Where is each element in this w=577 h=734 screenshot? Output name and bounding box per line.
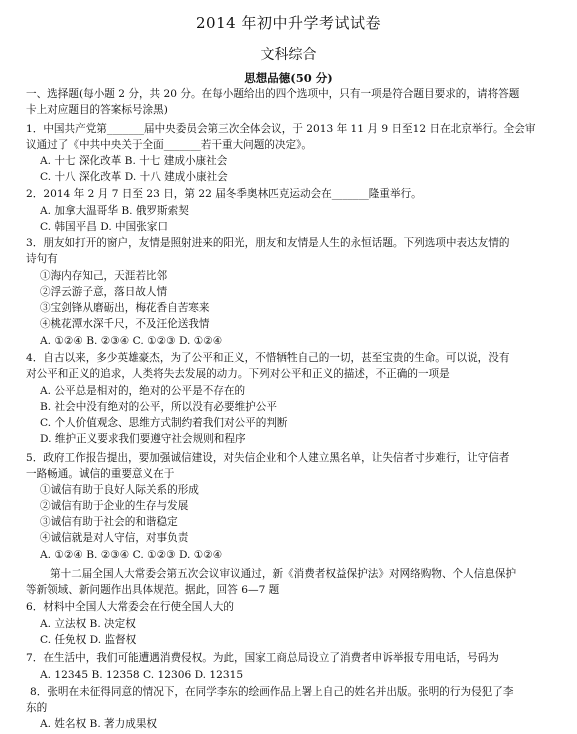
statement-item: ①海内存知己，天涯若比邻 (40, 270, 168, 282)
answer-options: A. 加拿大温哥华 B. 俄罗斯索契 (40, 205, 189, 217)
answer-options: A. ①②④ B. ②③④ C. ①②③ D. ①②④ (40, 335, 223, 347)
statement-item: ④桃花潭水深千尺，不及汪伦送我情 (40, 318, 210, 330)
question-text: 2．2014 年 2 月 7 日至 23 日，第 22 届冬季奥林匹克运动会在_______隆重举行。 (26, 188, 422, 200)
question-text: 7．在生活中，我们可能遭遇消费侵权。为此，国家工商总局设立了消费者申诉举报专用电话，号码为 (26, 652, 499, 664)
question-text: 5．政府工作报告提出，要加强诚信建设，对失信企业和个人建立黑名单，让失信者寸步难行，让守信者 (26, 452, 510, 464)
answer-options: A. 12345 B. 12358 C. 12306 D. 12315 (40, 669, 244, 681)
answer-options: C. 韩国平昌 D. 中国张家口 (40, 221, 169, 233)
statement-item: ②浮云游子意，落日故人情 (40, 286, 168, 298)
answer-options: C. 十八 深化改革 D. 十八 建成小康社会 (40, 171, 228, 183)
answer-option: C. 个人价值观念、思维方式制约着我们对公平的判断 (40, 417, 288, 429)
question-text: 一路畅通。诚信的重要意义在于 (26, 468, 175, 480)
question-text: 1．中国共产党第_______届中央委员会第三次全体会议，于 2013 年 11 月 9 日至12 日在北京举行。全会审 (26, 123, 536, 135)
question-text: 6．材料中全国人大常委会在行使全国人大的 (26, 601, 235, 613)
answer-options: A. 姓名权 B. 著力成果权 (40, 718, 158, 730)
text-line: 一、选择题(每小题 2 分，共 20 分。在每小题给出的四个选项中，只有一项是符合题目要求的，请将答题 (26, 88, 520, 100)
question-text: 对公平和正义的追求，人类将失去发展的动力。下列对公平和正义的描述，不正确的一项是 (26, 368, 450, 380)
material-text: 等新领域、新问题作出具体规范。据此，回答 6—7 题 (26, 584, 280, 596)
material-text: 第十二届全国人大常委会第五次会议审议通过，新《消费者权益保护法》对网络购物、个人信息保护 (50, 568, 517, 580)
answer-option: B. 社会中没有绝对的公平，所以没有必要维护公平 (40, 401, 277, 413)
question-text: 4．自古以来，多少英雄豪杰，为了公平和正义，不惜牺牲自己的一切，甚至宝贵的生命。可以说，没有 (26, 352, 510, 364)
answer-options: A. ①②④ B. ②③④ C. ①②③ D. ①②④ (40, 549, 223, 561)
statement-item: ④诚信就是对人守信，对事负责 (40, 532, 189, 544)
section-heading: 思想品德(50 分) (244, 71, 333, 85)
question-text: 3．朋友如打开的窗户，友情是照射进来的阳光，朋友和友情是人生的永恒话题。下列选项中表达友情的 (26, 237, 510, 249)
answer-options: C. 任免权 D. 监督权 (40, 634, 137, 646)
answer-option: A. 公平总是相对的，绝对的公平是不存在的 (40, 385, 246, 397)
question-text: 议通过了《中共中央关于全面_______若干重大问题的决定》。 (26, 139, 313, 151)
statement-item: ①诚信有助于良好人际关系的形成 (40, 484, 199, 496)
answer-options: A. 十七 深化改革 B. 十七 建成小康社会 (40, 155, 228, 167)
statement-item: ③宝剑锋从磨砺出，梅花香自苦寒来 (40, 302, 210, 314)
answer-option: D. 维护正义要求我们要遵守社会规则和程序 (40, 433, 246, 445)
question-text: 诗句有 (26, 253, 58, 265)
question-text: 东的 (26, 702, 48, 714)
text-line: 卡上对应题目的答案标号涂黑) (26, 104, 168, 116)
exam-title: 2014 年初中升学考试试卷 (196, 14, 381, 32)
question-text: 8．张明在未征得同意的情况下，在同学李东的绘画作品上署上自己的姓名并出版。张明的行为侵犯了李 (30, 686, 514, 698)
statement-item: ③诚信有助于社会的和谐稳定 (40, 516, 178, 528)
answer-options: A. 立法权 B. 决定权 (40, 618, 136, 630)
exam-subject: 文科综合 (260, 47, 317, 63)
statement-item: ②诚信有助于企业的生存与发展 (40, 500, 189, 512)
